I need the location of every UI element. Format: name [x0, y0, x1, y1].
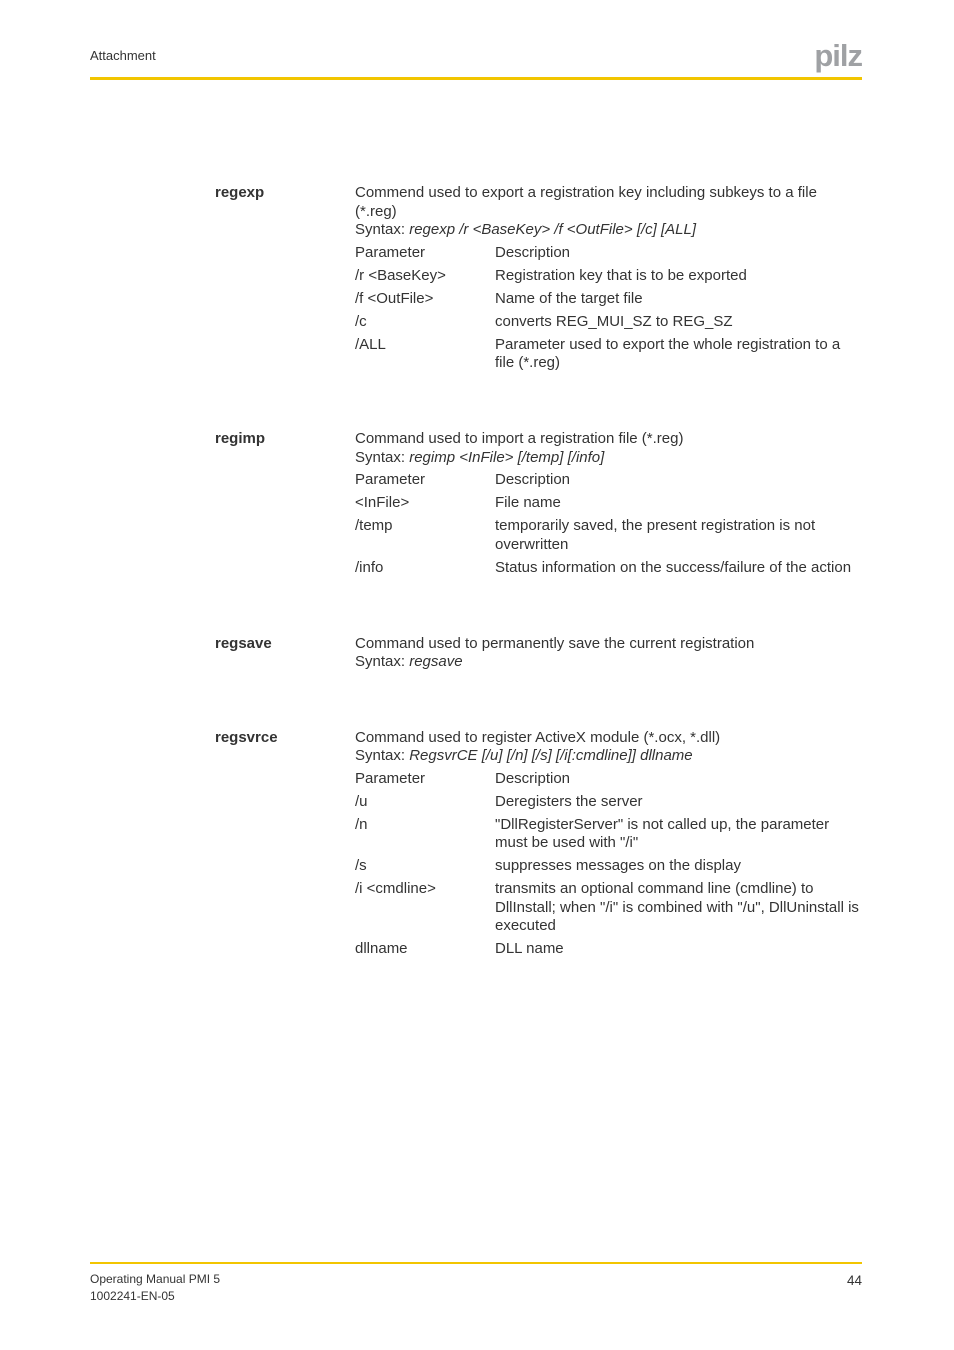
command-description: Command used to register ActiveX module (*.ocx, *.dll) [355, 728, 721, 746]
command-syntax [355, 747, 860, 766]
syntax-label: Syntax: [355, 448, 410, 466]
command-block-regexp [215, 184, 860, 377]
header-section-title: Attachment [90, 48, 156, 63]
parameter-table-header [355, 471, 860, 490]
syntax-label: Syntax: [355, 653, 410, 670]
table-row [355, 559, 860, 578]
desc-cell: File name [495, 494, 561, 511]
table-row [355, 313, 860, 332]
desc-cell: Registration key that is to be exported [495, 266, 747, 284]
desc-cell: suppresses messages on the display [495, 857, 741, 874]
parameter-table [355, 770, 860, 959]
param-cell: dllname [355, 940, 408, 957]
param-header-cell: Parameter [355, 471, 426, 488]
param-cell: /n [355, 815, 368, 833]
command-name: regexp [215, 184, 265, 201]
param-cell: /s [355, 857, 367, 874]
param-cell: /f <OutFile> [355, 289, 434, 307]
table-row [355, 857, 860, 876]
command-details [355, 729, 860, 964]
syntax-value: regexp /r <BaseKey> /f <OutFile> [/c] [ALL] [409, 221, 697, 238]
command-block-regsvrce [215, 729, 860, 964]
table-row [355, 267, 860, 286]
syntax-label: Syntax: [355, 221, 410, 238]
param-cell: /i <cmdline> [355, 880, 436, 897]
desc-cell: Deregisters the server [495, 792, 643, 810]
table-row [355, 290, 860, 309]
page-header [90, 0, 862, 80]
page-footer [90, 1262, 862, 1305]
table-row [355, 517, 860, 554]
table-row [355, 940, 860, 959]
command-details [355, 635, 860, 676]
desc-cell: Status information on the success/failure of the action [495, 558, 852, 576]
desc-header-cell: Description [495, 471, 571, 488]
table-row [355, 336, 860, 373]
table-row [355, 793, 860, 812]
desc-cell: transmits an optional command line (cmdline) to DllInstall; when "/i" is combined with "/u", DllUninstall is executed [495, 880, 859, 934]
desc-cell: DLL name [495, 940, 564, 957]
command-syntax [355, 653, 860, 672]
command-name: regsave [215, 634, 272, 652]
footer-page-number: 44 [846, 1273, 862, 1288]
param-cell: /c [355, 312, 367, 330]
syntax-value: regimp <InFile> [/temp] [/info] [409, 448, 605, 466]
param-cell: /info [355, 558, 384, 576]
syntax-label: Syntax: [355, 747, 410, 764]
syntax-value: regsave [409, 653, 463, 670]
command-details [355, 184, 860, 377]
parameter-table [355, 244, 860, 373]
desc-cell: converts REG_MUI_SZ to REG_SZ [495, 312, 733, 330]
param-header-cell: Parameter [355, 243, 426, 261]
table-row [355, 880, 860, 936]
footer-document-info [90, 1271, 220, 1305]
command-name: regsvrce [215, 728, 278, 746]
desc-cell: Parameter used to export the whole registration to a file (*.reg) [495, 335, 841, 371]
table-row [355, 816, 860, 853]
footer-manual-title: Operating Manual PMI 5 [90, 1272, 221, 1286]
footer-doc-number: 1002241-EN-05 [90, 1289, 175, 1303]
param-cell: /r <BaseKey> [355, 266, 446, 284]
param-header-cell: Parameter [355, 769, 426, 787]
desc-header-cell: Description [495, 769, 571, 787]
pilz-logo: pilz [814, 38, 862, 73]
command-name: regimp [215, 430, 266, 447]
parameter-table-header [355, 244, 860, 263]
parameter-table [355, 471, 860, 577]
command-syntax [355, 221, 860, 240]
syntax-value: RegsvrCE [/u] [/n] [/s] [/i[:cmdline]] dllname [409, 747, 693, 764]
desc-cell: Name of the target file [495, 289, 643, 307]
command-block-regsave [215, 635, 860, 676]
command-details [355, 430, 860, 582]
page-content [215, 184, 860, 1016]
command-description: Command used to permanently save the current registration [355, 634, 755, 652]
command-block-regimp [215, 430, 860, 582]
param-cell: /ALL [355, 335, 386, 353]
command-description: Command used to import a registration file (*.reg) [355, 430, 684, 447]
param-cell: /temp [355, 517, 393, 534]
command-syntax [355, 449, 860, 468]
command-description: Commend used to export a registration key including subkeys to a file (*.reg) [355, 184, 817, 220]
table-row [355, 494, 860, 513]
param-cell: /u [355, 792, 368, 810]
desc-header-cell: Description [495, 243, 571, 261]
param-cell: <InFile> [355, 494, 410, 511]
desc-cell: temporarily saved, the present registration is not overwritten [495, 517, 816, 553]
parameter-table-header [355, 770, 860, 789]
desc-cell: "DllRegisterServer" is not called up, the parameter must be used with "/i" [495, 815, 830, 851]
